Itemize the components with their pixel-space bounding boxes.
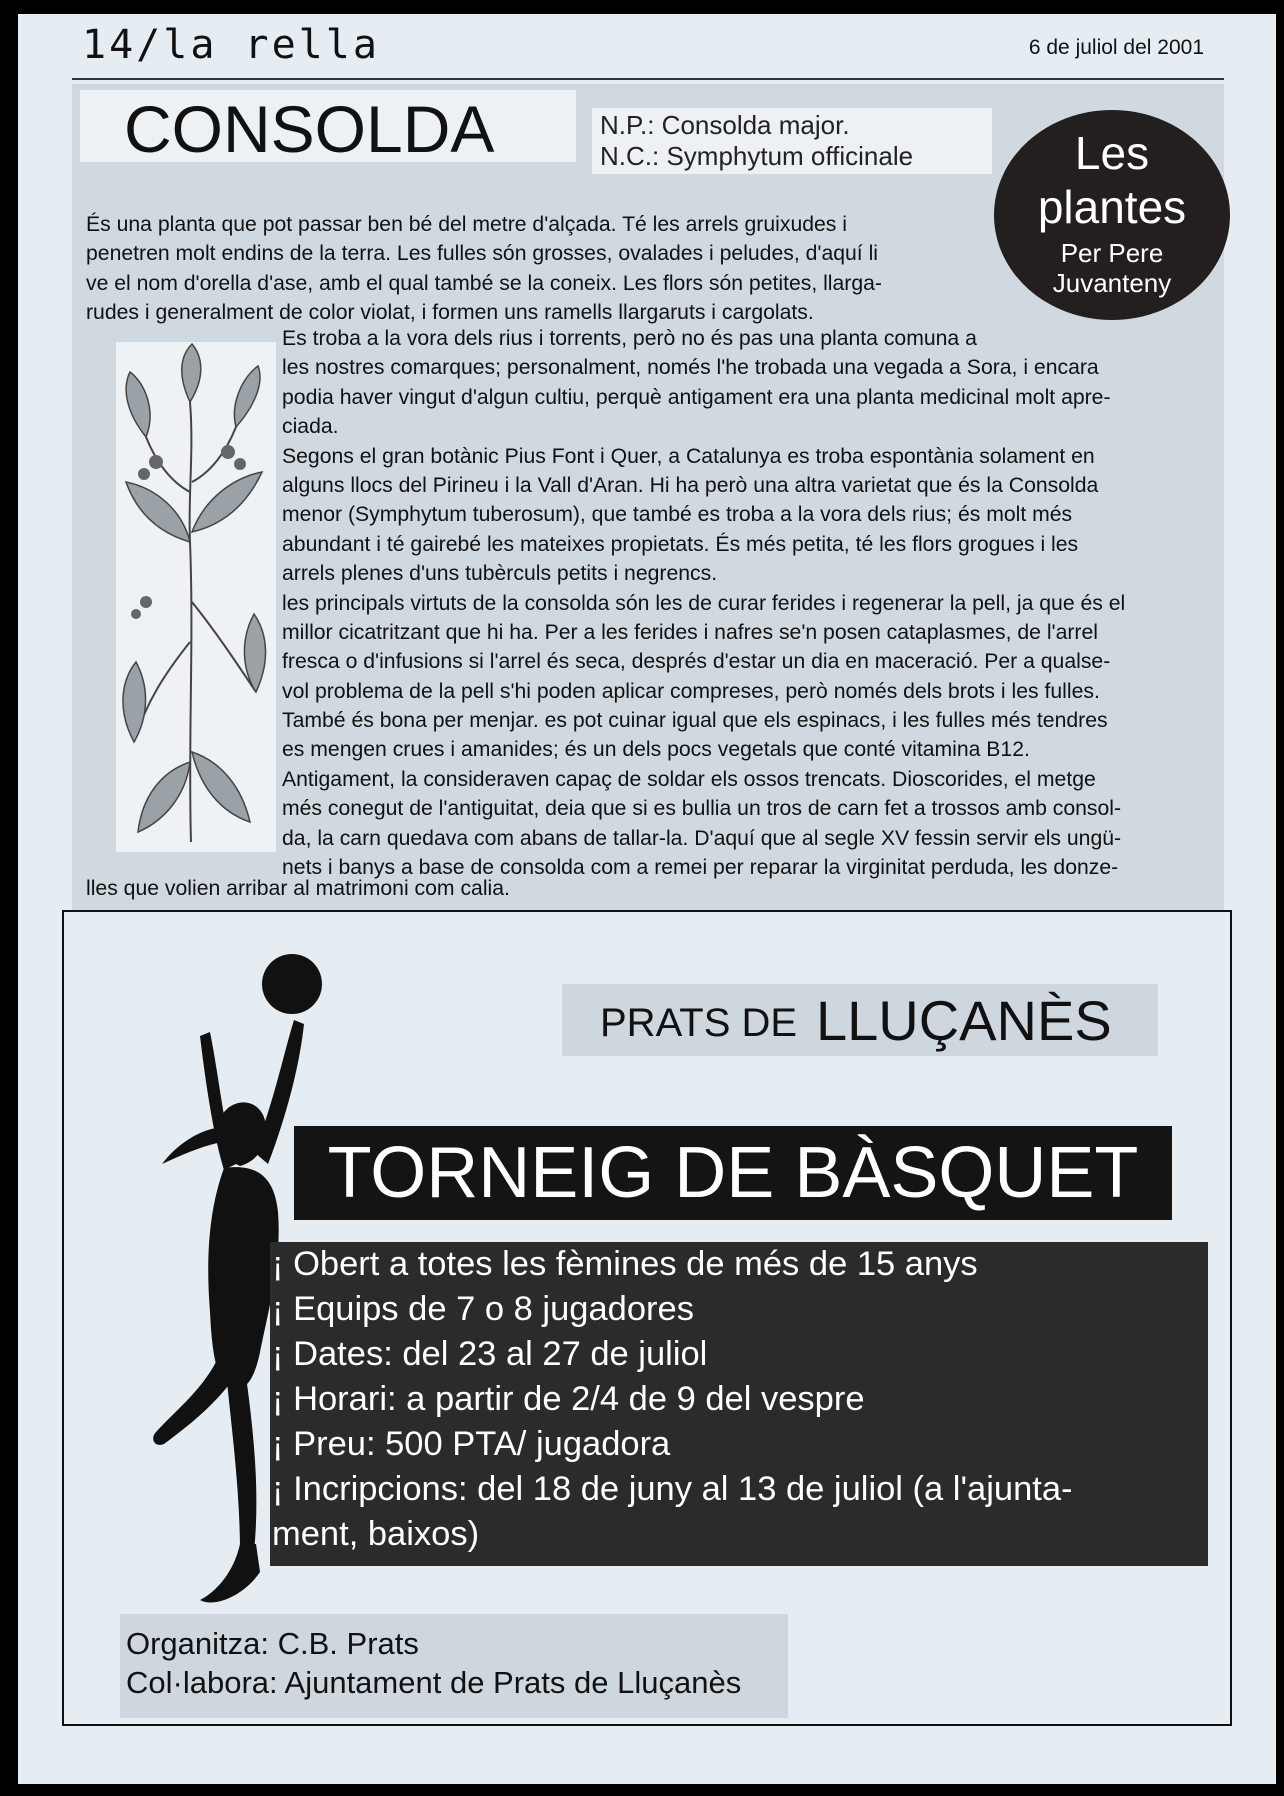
article-text-top: [86, 210, 882, 328]
text-line: arrels plenes d'uns tubèrculs petits i negrencs.: [282, 562, 718, 586]
text-line: ve el nom d'orella d'ase, amb el qual també se la coneix. Les flors són petites, llarga-: [86, 271, 882, 295]
text-line: lles que volien arribar al matrimoni com calia.: [86, 877, 510, 900]
plant-article: [72, 84, 1224, 918]
text-line: Segons el gran botànic Pius Font i Quer, a Catalunya es troba espontània solament en: [282, 444, 1095, 468]
organizers-box: [120, 1614, 788, 1718]
issue-date: 6 de juliol del 2001: [1028, 36, 1204, 59]
info-line: ¡ Horari: a partir de 2/4 de 9 del vespre: [272, 1380, 865, 1418]
info-line: ¡ Equips de 7 o 8 jugadores: [272, 1290, 694, 1328]
popular-name: N.P.: Consolda major.: [600, 110, 850, 140]
text-line: És una planta que pot passar ben bé del metre d'alçada. Té les arrels gruixudes i: [86, 213, 847, 236]
badge-line-2: plantes: [1037, 181, 1187, 233]
plant-names-box: [592, 108, 992, 174]
page-number-masthead: 14/la rella: [82, 22, 380, 68]
info-line: ment, baixos): [272, 1515, 480, 1553]
article-title: CONSOLDA: [124, 92, 495, 166]
info-line: ¡ Dates: del 23 al 27 de juliol: [272, 1335, 708, 1373]
info-line: ¡ Preu: 500 PTA/ jugadora: [272, 1425, 671, 1463]
article-text-end: [86, 874, 510, 903]
comfrey-plant-illustration: [116, 342, 276, 852]
basketball-tournament-ad: [62, 910, 1232, 1726]
scientific-name: N.C.: Symphytum officinale: [600, 141, 914, 171]
text-line: millor cicatritzant que hi ha. Per a les ferides i nafres se'n posen cataplasmes, de l'arrel: [282, 620, 1098, 644]
basketball-icon: [262, 954, 322, 1014]
location-prefix: PRATS DE: [600, 1001, 798, 1045]
section-badge: [994, 110, 1230, 320]
text-line: vol problema de la pell s'hi poden aplicar compreses, però només dels brots i les fulles.: [282, 679, 1100, 703]
text-line: rudes i generalment de color violat, i formen uns ramells llargaruts i cargolats.: [86, 301, 814, 325]
badge-line-4: Juvanteny: [1052, 268, 1172, 298]
location-label: [562, 984, 1158, 1056]
text-line: nets i banys a base de consolda com a remei per reparar la virginitat perduda, les donze-: [282, 856, 1119, 880]
tournament-info-box: [270, 1242, 1208, 1566]
location-name: LLUÇANÈS: [816, 989, 1112, 1052]
info-line: ¡ Incripcions: del 18 de juny al 13 de juliol (a l'ajunta-: [272, 1470, 1073, 1508]
organizer-line: Organitza: C.B. Prats: [126, 1626, 419, 1661]
article-text-main: [282, 324, 1125, 882]
text-line: Antigament, la consideraven capaç de soldar els ossos trencats. Dioscorides, el metge: [282, 767, 1096, 791]
text-line: les principals virtuts de la consolda són les de curar ferides i regenerar la pell, ja que és el: [282, 591, 1126, 615]
text-line: També és bona per menjar. es pot cuinar igual que els espinacs, i les fulles més tendres: [282, 709, 1108, 733]
collaborator-line: Col·labora: Ajuntament de Prats de Lluçanès: [126, 1665, 742, 1700]
text-line: abundant i té gairebé les mateixes propietats. És més petita, té les flors grogues i les: [282, 532, 1079, 556]
text-line: alguns llocs del Pirineu i la Vall d'Aran. Hi ha però una altra varietat que és la Consolda: [282, 473, 1099, 497]
text-line: Es troba a la vora dels rius i torrents, però no és pas una planta comuna a: [282, 327, 977, 350]
text-line: més conegut de l'antiguitat, deia que si es bullia un tros de carn fet a trossos amb consol-: [282, 797, 1122, 821]
text-line: menor (Symphytum tuberosum), que també es troba a la vora dels rius; és molt més: [282, 503, 1073, 527]
text-line: les nostres comarques; personalment, només l'he trobada una vegada a Sora, i encara: [282, 356, 1099, 380]
badge-line-3: Per Pere: [1060, 238, 1164, 268]
newspaper-page: [18, 14, 1276, 1784]
text-line: penetren molt endins de la terra. Les fulles són grosses, ovalades i peludes, d'aquí li: [86, 242, 878, 266]
text-line: podia haver vingut d'algun cultiu, perquè antigament era una planta medicinal molt apre-: [282, 385, 1111, 409]
text-line: es mengen crues i amanides; és un dels pocs vegetals que conté vitamina B12.: [282, 738, 1030, 762]
title-box: [80, 90, 576, 166]
text-line: ciada.: [282, 415, 339, 439]
text-line: da, la carn quedava com abans de tallar-la. D'aquí que al segle XV fessin servir els ungü-: [282, 826, 1122, 850]
header-rule: [72, 78, 1224, 80]
text-line: fresca o d'infusions si l'arrel és seca, després d'estar un dia en maceració. Per a qualse-: [282, 650, 1111, 674]
tournament-title: TORNEIG DE BÀSQUET: [294, 1126, 1172, 1220]
info-line: ¡ Obert a totes les fèmines de més de 15 anys: [272, 1245, 978, 1283]
badge-line-1: Les: [1074, 127, 1150, 179]
